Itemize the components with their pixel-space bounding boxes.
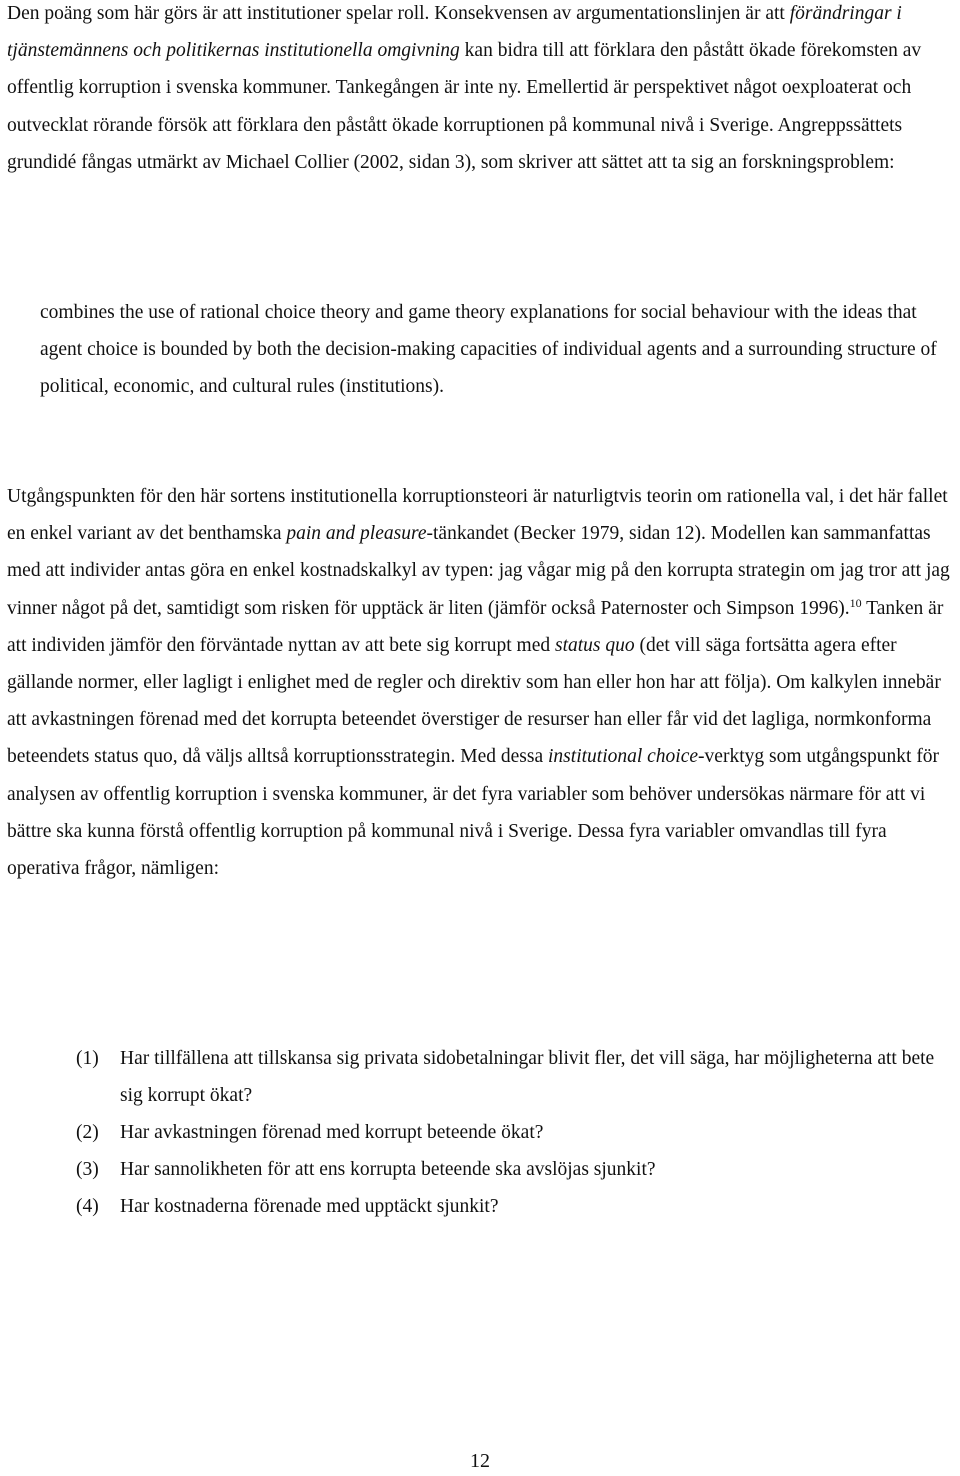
- list-item-text: Har kostnaderna förenade med upptäckt sjunkit?: [120, 1196, 499, 1217]
- list-item-text: Har sannolikheten för att ens korrupta beteende ska avslöjas sjunkit?: [120, 1159, 656, 1180]
- list-item-number: (1): [76, 1048, 99, 1069]
- paragraph-1-italic-phrase: förändringar i tjänstemännens och politikernas institutionella omgivning: [7, 3, 902, 62]
- paragraph-2-italic-institutional-choice: institutional choice: [548, 746, 699, 768]
- paragraph-2-text-d: (det vill säga fortsätta agera efter gällande normer, eller lagligt i enlighet med de regler och direktiv som han eller hon har att följa). Om kalkylen innebär att avkastningen förenad med det korrupta beteendet överstiger de resurser han eller får vid det lagliga, normkonforma beteendets status quo, då väljs alltså korruptionsstrategin. Med dessa: [7, 634, 941, 768]
- body-paragraph-1: [7, 0, 957, 181]
- paragraph-1-text-a: Den poäng som här görs är att institutioner spelar roll. Konsekvensen av argumentationslinjen är att: [7, 3, 790, 24]
- paragraph-2-text-b: -tänkandet (Becker 1979, sidan 12). Modellen kan sammanfattas med att individer antas göra en enkel kostnadskalkyl av typen: jag vågar mig på den korrupta strategin om jag tror att jag vinner något på det, samtidigt som risken för upptäck är liten (jämför också Paternoster och Simpson 1996).: [7, 523, 950, 619]
- body-paragraph-2: [7, 478, 957, 887]
- list-item-number: (4): [76, 1196, 99, 1217]
- page-number: 12: [470, 1450, 490, 1472]
- list-item-text: Har avkastningen förenad med korrupt beteende ökat?: [120, 1122, 544, 1143]
- paragraph-2-text-c: Tanken är att individen jämför den förväntade nyttan av att bete sig korrupt med: [7, 597, 944, 656]
- operative-questions-list: [76, 1040, 936, 1225]
- list-item: [76, 1188, 936, 1225]
- footnote-reference[interactable]: 10: [849, 595, 862, 610]
- list-item-number: (2): [76, 1122, 99, 1143]
- paragraph-1-text-b: kan bidra till att förklara den påstått ökade förekomsten av offentlig korruption i svenska kommuner. Tankegången är inte ny. Emellertid är perspektivet något oexploaterat och outvecklat rörande försök att förklara den påstått ökade korruptionen på kommunal nivå i Sverige. Angreppssättets grundidé fångas utmärkt av Michael Collier (2002, sidan 3), som skriver att sättet att ta sig an forskningsproblem:: [7, 40, 922, 173]
- paragraph-2-italic-pain-and-pleasure: pain and pleasure: [286, 523, 427, 545]
- paragraph-2-text-a: Utgångspunkten för den här sortens institutionella korruptionsteori är naturligtvis teorin om rationella val, i det här fallet en enkel variant av det benthamska: [7, 486, 948, 545]
- paragraph-2-text-e: -verktyg som utgångspunkt för analysen av offentlig korruption i svenska kommuner, är det fyra variabler som behöver undersökas närmare för att vi bättre ska kunna förstå offentlig korruption på kommunal nivå i Sverige. Dessa fyra variabler omvandlas till fyra operativa frågor, nämligen:: [7, 746, 940, 880]
- paragraph-2-italic-status-quo: status quo: [555, 634, 635, 656]
- list-item: [76, 1040, 936, 1114]
- block-quote: combines the use of rational choice theory and game theory explanations for social behaviour with the ideas that agent choice is bounded by both the decision-making capacities of individual agents and a surrounding structure of political, economic, and cultural rules (institutions).: [40, 302, 937, 398]
- list-item-number: (3): [76, 1159, 99, 1180]
- list-item-text: Har tillfällena att tillskansa sig privata sidobetalningar blivit fler, det vill säga, har möjligheterna att bete sig korrupt ökat?: [120, 1048, 935, 1106]
- list-item: [76, 1151, 936, 1188]
- list-item: [76, 1114, 936, 1151]
